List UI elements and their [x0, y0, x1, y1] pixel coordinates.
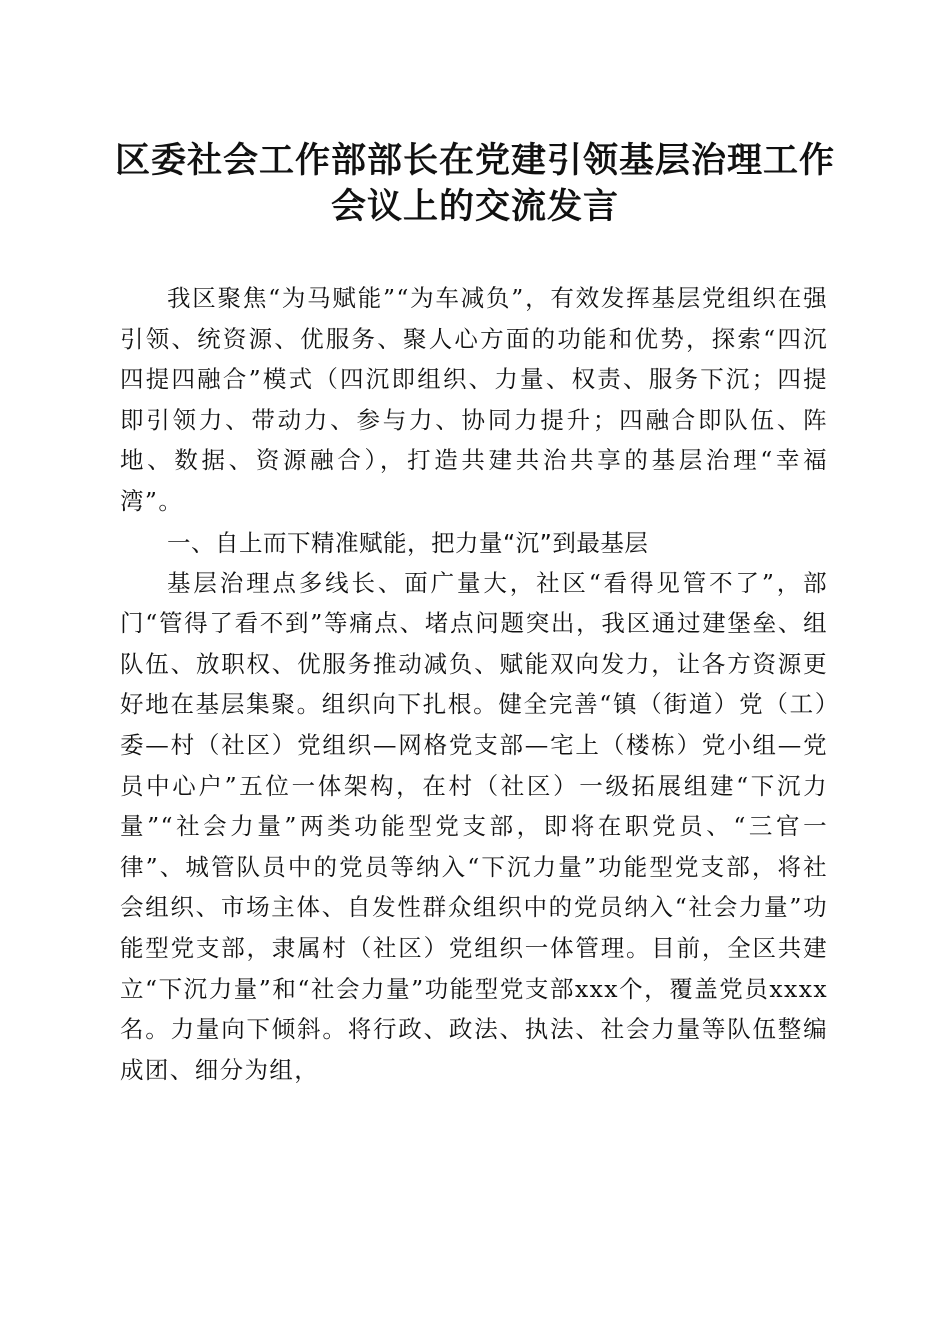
document-body: [120, 278, 828, 1090]
document-title-line-2: 会议上的交流发言: [330, 186, 619, 227]
section-heading-1: 一、自上而下精准赋能，把力量“沉”到最基层: [167, 528, 649, 557]
section-1-paragraph: 基层治理点多线长、面广量大，社区“看得见管不了”，部门“管得了看不到”等痛点、堵点问题突出，我区通过建堡垒、组队伍、放职权、优服务推动减负、赋能双向发力，让各方资源更好地在基层集聚。组织向下扎根。健全完善“镇（街道）党（工）委—村（社区）党组织—网格党支部—宅上（楼栋）党小组—党员中心户”五位一体架构，在村（社区）一级拓展组建“下沉力量”“社会力量”两类功能型党支部，即将在职党员、“三官一律”、城管队员中的党员等纳入“下沉力量”功能型党支部，将社会组织、市场主体、自发性群众组织中的党员纳入“社会力量”功能型党支部，隶属村（社区）党组织一体管理。目前，全区共建立“下沉力量”和“社会力量”功能型党支部xxx个，覆盖党员xxxx名。力量向下倾斜。将行政、政法、执法、社会力量等队伍整编成团、细分为组，: [120, 568, 828, 1084]
intro-paragraph: 我区聚焦“为马赋能”“为车减负”，有效发挥基层党组织在强引领、统资源、优服务、聚人心方面的功能和优势，探索“四沉四提四融合”模式（四沉即组织、力量、权责、服务下沉；四提即引领力、带动力、参与力、协同力提升；四融合即队伍、阵地、数据、资源融合），打造共建共治共享的基层治理“幸福湾”。: [120, 284, 828, 515]
document-title-line-1: 区委社会工作部部长在党建引领基层治理工作: [114, 140, 835, 181]
